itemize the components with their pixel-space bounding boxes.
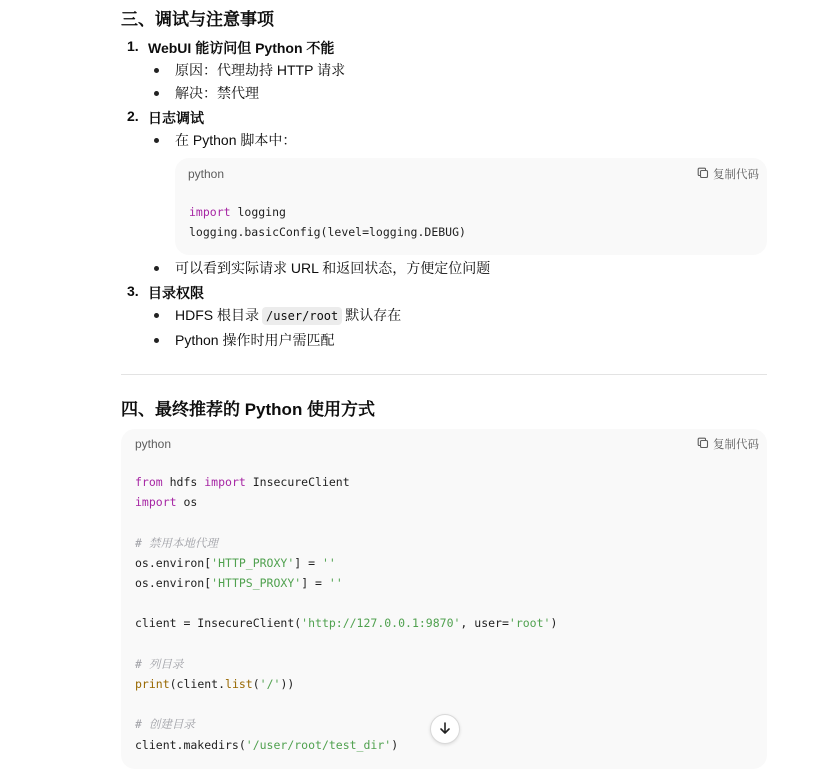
- copy-code-label: 复制代码: [713, 439, 759, 451]
- code-string: '': [328, 576, 343, 591]
- section4-title: 四、最终推荐的 Python 使用方式: [121, 400, 376, 419]
- item3-number: 3.: [127, 283, 139, 299]
- copy-code-label: 复制代码: [713, 169, 759, 181]
- code-content: [189, 202, 466, 242]
- code-string: '/': [259, 677, 281, 692]
- bullet-dot: [154, 138, 159, 143]
- copy-code-button[interactable]: [697, 436, 759, 452]
- code-language-label: python: [188, 167, 225, 181]
- code-text: InsecureClient: [245, 475, 350, 489]
- code-text: os: [176, 495, 198, 510]
- code-text: logging.basicConfig(level=logging.DEBUG): [189, 225, 466, 240]
- item3-title: 目录权限: [148, 285, 204, 301]
- bullet-dot: [154, 68, 159, 73]
- bullet-dot: [154, 266, 159, 271]
- code-text: (: [252, 677, 260, 692]
- code-comment: # 列目录: [135, 656, 184, 671]
- code-text: (client.: [169, 677, 226, 692]
- code-keyword: import: [189, 205, 231, 219]
- arrow-down-icon: [438, 721, 452, 738]
- code-builtin: print: [135, 677, 170, 692]
- code-text: ): [391, 737, 399, 752]
- code-string: 'root': [508, 616, 551, 631]
- item3-bullet1-post: 默认存在: [345, 307, 402, 323]
- code-content: [135, 472, 557, 755]
- code-text: , user=: [460, 616, 509, 631]
- code-text: os.environ[: [135, 576, 212, 591]
- scroll-to-bottom-button[interactable]: [430, 714, 460, 744]
- code-text: ] =: [301, 576, 329, 591]
- copy-icon: [697, 167, 709, 182]
- item3-bullet1-pre: HDFS 根目录: [175, 307, 259, 323]
- code-text: hdfs: [162, 475, 205, 489]
- copy-icon: [697, 437, 709, 452]
- code-string: 'http://127.0.0.1:9870': [301, 616, 461, 631]
- code-text: logging: [230, 205, 286, 219]
- item1-number: 1.: [127, 38, 139, 54]
- inline-code-path: /user/root: [262, 307, 342, 325]
- bullet-dot: [154, 338, 159, 343]
- code-text: ] =: [294, 555, 322, 570]
- code-language-label: python: [135, 437, 172, 451]
- code-keyword: from: [135, 475, 163, 489]
- code-keyword: import: [135, 495, 177, 510]
- item2-title: 日志调试: [148, 110, 204, 126]
- code-string: 'HTTPS_PROXY': [211, 576, 302, 591]
- code-comment: # 创建目录: [135, 717, 195, 732]
- item2-number: 2.: [127, 108, 139, 124]
- code-text: ): [550, 616, 558, 631]
- code-string: '': [321, 555, 336, 570]
- bullet-dot: [154, 313, 159, 318]
- section-divider: [121, 374, 767, 375]
- code-string: '/user/root/test_dir': [245, 737, 392, 752]
- item3-bullet1: [175, 306, 401, 325]
- code-text: os.environ[: [135, 555, 212, 570]
- item1-bullet2: 解决：禁代理: [175, 85, 259, 101]
- item2-bullet2: 可以看到实际请求 URL 和返回状态，方便定位问题: [175, 260, 491, 276]
- item1-bullet1: 原因：代理劫持 HTTP 请求: [175, 62, 346, 78]
- code-string: 'HTTP_PROXY': [211, 555, 295, 570]
- code-keyword: import: [204, 475, 246, 489]
- code-text: client.makedirs(: [135, 737, 246, 752]
- code-text: )): [280, 677, 295, 692]
- bullet-dot: [154, 91, 159, 96]
- copy-code-button[interactable]: [697, 166, 759, 182]
- section3-title: 三、调试与注意事项: [121, 10, 274, 29]
- item1-title: WebUI 能访问但 Python 不能: [148, 40, 335, 56]
- item2-bullet1: 在 Python 脚本中：: [175, 132, 297, 148]
- code-builtin: list: [225, 677, 253, 692]
- code-comment: # 禁用本地代理: [135, 535, 218, 550]
- code-text: client = InsecureClient(: [135, 616, 302, 631]
- item3-bullet2: Python 操作时用户需匹配: [175, 332, 335, 348]
